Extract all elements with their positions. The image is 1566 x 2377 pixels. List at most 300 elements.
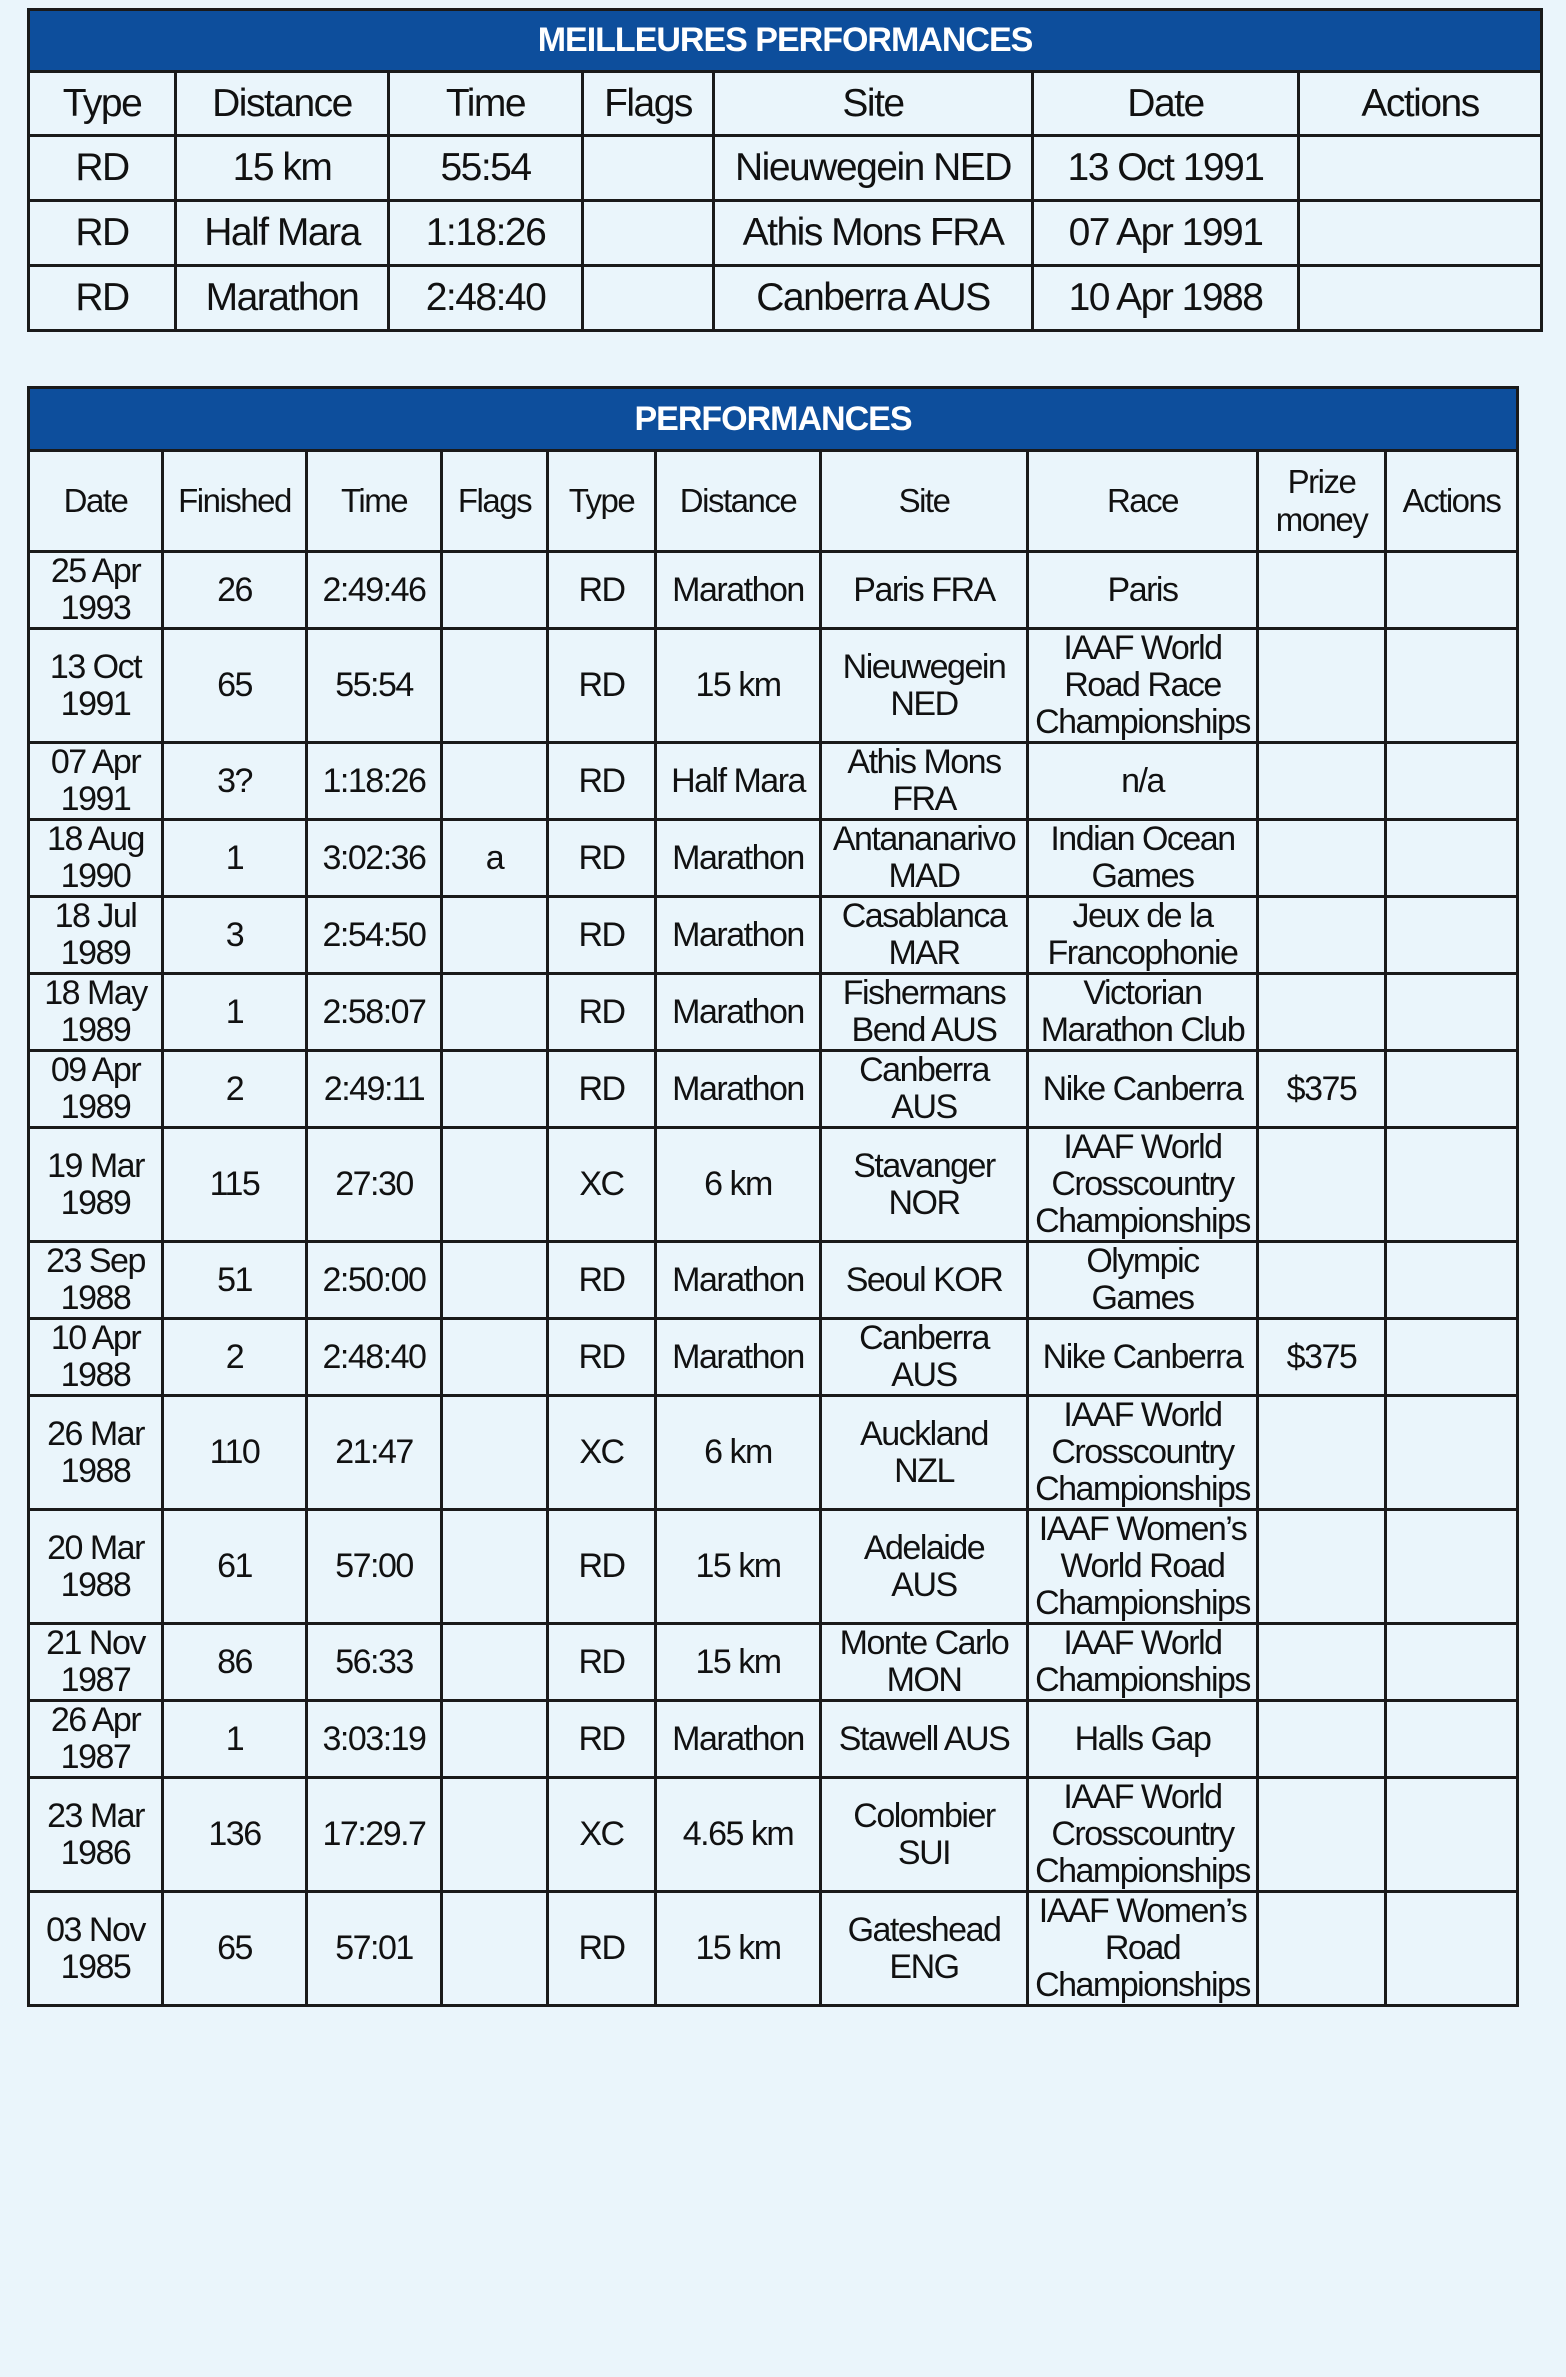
cell-finished: 136 (163, 1778, 307, 1892)
cell-race (1028, 1242, 1258, 1319)
cell-race (1028, 1396, 1258, 1510)
site-line: MON (886, 1661, 962, 1699)
cell-site: Nieuwegein NED (714, 136, 1033, 201)
cell-prize-money (1258, 1510, 1386, 1624)
cell-actions[interactable] (1299, 136, 1542, 201)
performances-title: PERFORMANCES (29, 388, 1518, 451)
cell-time: 2:49:46 (307, 552, 442, 629)
date-year: 1986 (60, 1833, 131, 1872)
date-day-month: 18 May (44, 974, 147, 1012)
race-line: IAAF World (1063, 1624, 1222, 1662)
cell-distance: 15 km (656, 1892, 821, 2006)
cell-actions[interactable] (1386, 897, 1518, 974)
date-year: 1989 (60, 1088, 131, 1126)
cell-race (1028, 1624, 1258, 1701)
cell-date: 07 Apr 1991 (1033, 201, 1299, 266)
date-year: 1987 (60, 1738, 131, 1776)
cell-flags (442, 1051, 548, 1128)
race-line: Francophonie (1047, 934, 1238, 972)
cell-actions[interactable] (1386, 1051, 1518, 1128)
cell-distance: 15 km (656, 629, 821, 743)
site-line: Stawell AUS (838, 1719, 1010, 1758)
site-line: Monte Carlo (839, 1624, 1009, 1662)
table-row (29, 974, 1518, 1051)
site-line: NED (890, 684, 958, 723)
cell-prize-money (1258, 1778, 1386, 1892)
cell-site (821, 1778, 1028, 1892)
cell-finished: 2 (163, 1319, 307, 1396)
date-year: 1987 (60, 1661, 131, 1699)
date-year: 1988 (60, 1451, 131, 1490)
cell-finished: 1 (163, 1701, 307, 1778)
site-line: MAR (888, 934, 960, 972)
race-line: Crosscountry (1051, 1165, 1234, 1203)
cell-prize-money: $375 (1258, 1051, 1386, 1128)
table-row (29, 1892, 1518, 2006)
cell-distance: Marathon (656, 552, 821, 629)
cell-time: 57:01 (307, 1892, 442, 2006)
site-line: Fishermans (842, 974, 1006, 1012)
cell-race (1028, 974, 1258, 1051)
cell-site (821, 552, 1028, 629)
race-line: Games (1091, 1279, 1194, 1317)
best-performances-table (27, 8, 1543, 332)
cell-distance: Marathon (656, 974, 821, 1051)
cell-date: 10 Apr 1988 (1033, 266, 1299, 331)
cell-type: RD (548, 1892, 656, 2006)
cell-type: RD (548, 1051, 656, 1128)
cell-type: RD (29, 136, 176, 201)
cell-site (821, 1128, 1028, 1242)
cell-flags (583, 266, 714, 331)
date-day-month: 19 Mar (47, 1146, 144, 1185)
cell-actions[interactable] (1386, 1778, 1518, 1892)
cell-type: RD (548, 1319, 656, 1396)
column-header-time[interactable]: Time (307, 451, 442, 552)
table-row (29, 1396, 1518, 1510)
cell-time: 1:18:26 (307, 743, 442, 820)
cell-type: XC (548, 1128, 656, 1242)
cell-finished: 26 (163, 552, 307, 629)
cell-actions[interactable] (1386, 1128, 1518, 1242)
cell-flags (442, 743, 548, 820)
cell-flags (442, 1319, 548, 1396)
cell-finished: 86 (163, 1624, 307, 1701)
cell-flags (442, 974, 548, 1051)
table-row (29, 136, 1542, 201)
cell-time: 55:54 (389, 136, 583, 201)
cell-type: RD (548, 552, 656, 629)
cell-site (821, 897, 1028, 974)
site-line: MAD (888, 857, 960, 895)
site-line: ENG (889, 1947, 959, 1986)
prize-header-line: Prize (1287, 463, 1356, 500)
table-row (29, 1510, 1518, 1624)
date-day-month: 18 Aug (47, 820, 144, 858)
cell-site (821, 629, 1028, 743)
site-line: Nieuwegein (842, 647, 1006, 686)
site-line: Athis Mons (847, 743, 1001, 781)
date-year: 1993 (60, 589, 131, 627)
race-line: Olympic (1086, 1242, 1199, 1280)
race-line: Nike Canberra (1042, 1337, 1243, 1376)
cell-time: 3:02:36 (307, 820, 442, 897)
column-header-prize-money[interactable] (1258, 451, 1386, 552)
site-line: Stavanger (853, 1146, 995, 1185)
column-header-distance[interactable]: Distance (176, 72, 389, 136)
cell-type: RD (548, 743, 656, 820)
cell-flags (442, 1892, 548, 2006)
table-row (29, 1778, 1518, 1892)
column-header-site[interactable]: Site (821, 451, 1028, 552)
table-row (29, 201, 1542, 266)
site-line: Canberra (859, 1051, 989, 1089)
race-line: Paris (1107, 570, 1178, 609)
cell-site (821, 1396, 1028, 1510)
cell-date (29, 897, 163, 974)
cell-time: 2:58:07 (307, 974, 442, 1051)
table-row (29, 1701, 1518, 1778)
race-line: Championships (1035, 1966, 1250, 2004)
cell-date (29, 1624, 163, 1701)
cell-distance: Half Mara (176, 201, 389, 266)
cell-prize-money (1258, 820, 1386, 897)
column-header-finished[interactable]: Finished (163, 451, 307, 552)
cell-finished: 3 (163, 897, 307, 974)
cell-actions[interactable] (1386, 1319, 1518, 1396)
cell-flags (442, 629, 548, 743)
cell-prize-money (1258, 1128, 1386, 1242)
site-line: Adelaide (863, 1528, 985, 1567)
column-header-flags[interactable]: Flags (583, 72, 714, 136)
site-line: NZL (894, 1451, 954, 1490)
cell-race (1028, 1051, 1258, 1128)
cell-actions[interactable] (1386, 820, 1518, 897)
cell-prize-money (1258, 1242, 1386, 1319)
date-day-month: 21 Nov (46, 1624, 145, 1662)
cell-site (821, 974, 1028, 1051)
cell-site (821, 1510, 1028, 1624)
cell-date (29, 1510, 163, 1624)
column-header-distance[interactable]: Distance (656, 451, 821, 552)
column-header-time[interactable]: Time (389, 72, 583, 136)
site-line: Auckland (860, 1414, 988, 1453)
cell-race (1028, 743, 1258, 820)
table-row (29, 1051, 1518, 1128)
cell-type: RD (29, 201, 176, 266)
date-year: 1991 (60, 684, 131, 723)
race-line: IAAF World (1063, 1128, 1222, 1166)
cell-race (1028, 1892, 1258, 2006)
cell-race (1028, 1319, 1258, 1396)
cell-race (1028, 1701, 1258, 1778)
date-year: 1990 (60, 857, 131, 895)
cell-distance: Marathon (656, 1319, 821, 1396)
date-day-month: 20 Mar (47, 1528, 144, 1567)
cell-date (29, 1051, 163, 1128)
cell-type: RD (548, 1624, 656, 1701)
cell-flags (442, 1510, 548, 1624)
cell-distance: 6 km (656, 1128, 821, 1242)
date-day-month: 26 Apr (50, 1701, 141, 1739)
site-line: Canberra (859, 1319, 989, 1357)
cell-prize-money (1258, 1396, 1386, 1510)
cell-type: RD (548, 974, 656, 1051)
site-line: Seoul KOR (845, 1260, 1003, 1299)
race-line: Crosscountry (1051, 1433, 1234, 1471)
cell-time: 27:30 (307, 1128, 442, 1242)
cell-distance: 6 km (656, 1396, 821, 1510)
race-line: Crosscountry (1051, 1815, 1234, 1853)
cell-actions[interactable] (1386, 1701, 1518, 1778)
cell-time: 55:54 (307, 629, 442, 743)
race-line: n/a (1121, 761, 1164, 800)
column-header-type[interactable]: Type (548, 451, 656, 552)
cell-type: RD (548, 897, 656, 974)
race-line: Indian Ocean (1050, 820, 1235, 858)
cell-finished: 110 (163, 1396, 307, 1510)
cell-date (29, 1319, 163, 1396)
race-line: IAAF World (1063, 1396, 1222, 1434)
cell-flags (442, 1778, 548, 1892)
cell-type: RD (548, 820, 656, 897)
date-day-month: 18 Jul (54, 897, 137, 935)
cell-distance: Marathon (656, 1242, 821, 1319)
cell-flags (583, 136, 714, 201)
cell-date (29, 743, 163, 820)
cell-prize-money: $375 (1258, 1319, 1386, 1396)
cell-site (821, 1892, 1028, 2006)
cell-actions[interactable] (1386, 743, 1518, 820)
date-day-month: 23 Sep (46, 1242, 145, 1280)
column-header-flags[interactable]: Flags (442, 451, 548, 552)
column-header-actions: Actions (1386, 451, 1518, 552)
cell-type: XC (548, 1396, 656, 1510)
race-line: World Road (1060, 1547, 1225, 1585)
best-performances-title: MEILLEURES PERFORMANCES (29, 10, 1542, 72)
cell-date (29, 1396, 163, 1510)
race-line: Championships (1035, 1661, 1250, 1699)
cell-flags: a (442, 820, 548, 897)
race-line: Championships (1035, 703, 1250, 741)
cell-date (29, 974, 163, 1051)
cell-race (1028, 1778, 1258, 1892)
cell-distance: 4.65 km (656, 1778, 821, 1892)
cell-prize-money (1258, 1624, 1386, 1701)
cell-finished: 65 (163, 629, 307, 743)
date-year: 1985 (60, 1947, 131, 1986)
table-row (29, 897, 1518, 974)
cell-site (821, 1701, 1028, 1778)
table-row (29, 820, 1518, 897)
cell-finished: 65 (163, 1892, 307, 2006)
cell-finished: 1 (163, 820, 307, 897)
cell-finished: 115 (163, 1128, 307, 1242)
date-year: 1988 (60, 1356, 131, 1394)
cell-type: XC (548, 1778, 656, 1892)
race-line: Games (1091, 857, 1194, 895)
performances-table (27, 386, 1519, 2007)
cell-time: 2:50:00 (307, 1242, 442, 1319)
cell-actions[interactable] (1386, 1242, 1518, 1319)
site-line: AUS (891, 1088, 957, 1126)
race-line: IAAF World (1063, 1778, 1222, 1816)
cell-type: RD (548, 1701, 656, 1778)
column-header-race[interactable]: Race (1028, 451, 1258, 552)
cell-distance: Marathon (176, 266, 389, 331)
date-year: 1988 (60, 1565, 131, 1604)
cell-flags (442, 1128, 548, 1242)
cell-site (821, 1624, 1028, 1701)
cell-prize-money (1258, 1892, 1386, 2006)
table-row (29, 743, 1518, 820)
date-year: 1991 (60, 780, 131, 818)
cell-prize-money (1258, 629, 1386, 743)
cell-date (29, 1778, 163, 1892)
date-day-month: 07 Apr (50, 743, 141, 781)
cell-actions[interactable] (1386, 1396, 1518, 1510)
site-line: AUS (891, 1356, 957, 1394)
cell-race (1028, 820, 1258, 897)
cell-date (29, 1892, 163, 2006)
column-header-date[interactable]: Date (1033, 72, 1299, 136)
cell-date (29, 629, 163, 743)
cell-flags (442, 1624, 548, 1701)
cell-race (1028, 552, 1258, 629)
cell-type: RD (548, 1510, 656, 1624)
site-line: Bend AUS (851, 1011, 997, 1049)
cell-actions[interactable] (1299, 266, 1542, 331)
cell-flags (442, 1396, 548, 1510)
cell-distance: 15 km (656, 1510, 821, 1624)
cell-distance: Marathon (656, 1051, 821, 1128)
cell-time: 3:03:19 (307, 1701, 442, 1778)
column-header-actions: Actions (1299, 72, 1542, 136)
cell-type: RD (548, 629, 656, 743)
date-day-month: 03 Nov (46, 1910, 145, 1949)
cell-site (821, 1051, 1028, 1128)
cell-actions[interactable] (1299, 201, 1542, 266)
cell-distance: Marathon (656, 1701, 821, 1778)
cell-date (29, 552, 163, 629)
column-header-date[interactable]: Date (29, 451, 163, 552)
table-row (29, 1242, 1518, 1319)
race-line: Road Race (1064, 666, 1221, 704)
cell-flags (442, 1242, 548, 1319)
table-row (29, 1128, 1518, 1242)
cell-date (29, 820, 163, 897)
table-row (29, 629, 1518, 743)
cell-finished: 1 (163, 974, 307, 1051)
race-line: IAAF Women’s (1038, 1892, 1247, 1930)
site-line: Gateshead (847, 1910, 1001, 1949)
cell-date (29, 1242, 163, 1319)
date-day-month: 09 Apr (50, 1051, 141, 1089)
cell-time: 2:48:40 (307, 1319, 442, 1396)
cell-actions[interactable] (1386, 974, 1518, 1051)
site-line: AUS (891, 1565, 957, 1604)
cell-distance: Marathon (656, 820, 821, 897)
date-day-month: 10 Apr (50, 1319, 141, 1357)
race-line: Jeux de la (1072, 897, 1213, 935)
race-line: IAAF World (1063, 629, 1222, 667)
race-line: Road (1104, 1929, 1181, 1967)
race-line: Championships (1035, 1202, 1250, 1240)
table-row (29, 1319, 1518, 1396)
cell-time: 2:49:11 (307, 1051, 442, 1128)
table-row (29, 1624, 1518, 1701)
cell-actions[interactable] (1386, 1510, 1518, 1624)
cell-finished: 3? (163, 743, 307, 820)
cell-prize-money (1258, 552, 1386, 629)
cell-time: 17:29.7 (307, 1778, 442, 1892)
cell-actions[interactable] (1386, 629, 1518, 743)
cell-distance: Marathon (656, 897, 821, 974)
date-day-month: 13 Oct (49, 647, 142, 686)
cell-actions[interactable] (1386, 552, 1518, 629)
site-line: SUI (897, 1833, 951, 1872)
table-row (29, 266, 1542, 331)
prize-header-line: money (1275, 501, 1368, 538)
date-day-month: 25 Apr (50, 552, 141, 590)
table-row (29, 552, 1518, 629)
cell-date: 13 Oct 1991 (1033, 136, 1299, 201)
date-day-month: 26 Mar (47, 1414, 144, 1453)
cell-race (1028, 1128, 1258, 1242)
cell-race (1028, 897, 1258, 974)
cell-site (821, 743, 1028, 820)
cell-actions[interactable] (1386, 1892, 1518, 2006)
cell-finished: 2 (163, 1051, 307, 1128)
cell-distance: Half Mara (656, 743, 821, 820)
cell-prize-money (1258, 897, 1386, 974)
cell-time: 57:00 (307, 1510, 442, 1624)
race-line: Championships (1035, 1470, 1250, 1508)
cell-site (821, 1242, 1028, 1319)
site-line: Antananarivo (832, 820, 1016, 858)
cell-site: Canberra AUS (714, 266, 1033, 331)
cell-prize-money (1258, 974, 1386, 1051)
race-line: Victorian (1083, 974, 1202, 1012)
column-header-site[interactable]: Site (714, 72, 1033, 136)
date-year: 1989 (60, 934, 131, 972)
cell-type: RD (29, 266, 176, 331)
race-line: Halls Gap (1074, 1719, 1211, 1758)
cell-race (1028, 1510, 1258, 1624)
cell-actions[interactable] (1386, 1624, 1518, 1701)
cell-date (29, 1701, 163, 1778)
site-line: Paris FRA (853, 570, 995, 609)
cell-date (29, 1128, 163, 1242)
race-line: Championships (1035, 1852, 1250, 1890)
cell-prize-money (1258, 1701, 1386, 1778)
cell-site (821, 1319, 1028, 1396)
race-line: Marathon Club (1040, 1011, 1245, 1049)
cell-flags (442, 1701, 548, 1778)
cell-type: RD (548, 1242, 656, 1319)
site-line: Casablanca (841, 897, 1007, 935)
cell-finished: 51 (163, 1242, 307, 1319)
cell-race (1028, 629, 1258, 743)
race-line: IAAF Women’s (1038, 1510, 1247, 1548)
cell-site: Athis Mons FRA (714, 201, 1033, 266)
cell-flags (442, 897, 548, 974)
cell-prize-money (1258, 743, 1386, 820)
date-year: 1989 (60, 1011, 131, 1049)
column-header-type[interactable]: Type (29, 72, 176, 136)
date-day-month: 23 Mar (47, 1796, 144, 1835)
cell-time: 56:33 (307, 1624, 442, 1701)
